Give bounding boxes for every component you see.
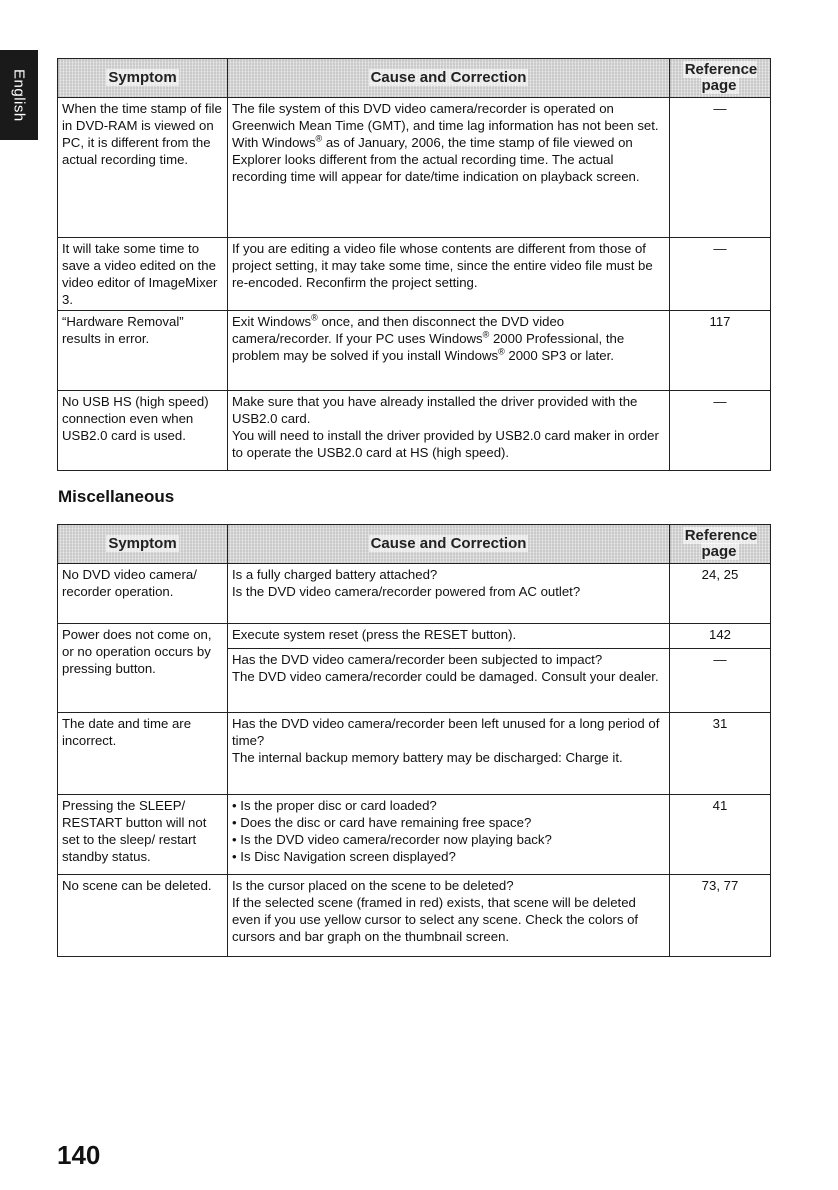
symptom-cell: No DVD video camera/ recorder operation.	[58, 564, 228, 624]
symptom-cell: No scene can be deleted.	[58, 875, 228, 957]
reference-cell: —	[670, 649, 771, 713]
list-item: • Does the disc or card have remaining free space?	[232, 814, 665, 831]
header-cause: Cause and Correction	[228, 59, 670, 98]
language-tab-label: English	[10, 68, 28, 122]
table-row	[58, 624, 771, 649]
reference-cell: 142	[670, 624, 771, 649]
reference-cell: 31	[670, 713, 771, 795]
symptom-cell: When the time stamp of file in DVD-RAM is viewed on PC, it is different from the actual recording time.	[58, 98, 228, 238]
language-tab	[0, 50, 38, 140]
symptom-cell: Pressing the SLEEP/ RESTART button will not set to the sleep/ restart standby status.	[58, 795, 228, 875]
cause-cell: The file system of this DVD video camera/recorder is operated on Greenwich Mean Time (GMT), and time lag information has not been set. With Windows® as of January, 2006, the time stamp of file viewed on Explorer looks different from the actual recording time. The actual recording time will appear for date/time indication on playback screen.	[228, 98, 670, 238]
symptom-cell: It will take some time to save a video edited on the video editor of ImageMixer 3.	[58, 238, 228, 311]
troubleshooting-table-pc	[57, 58, 771, 471]
cause-cell: Execute system reset (press the RESET button).	[228, 624, 670, 649]
page-number: 140	[57, 1140, 101, 1170]
list-item: • Is the DVD video camera/recorder now playing back?	[232, 831, 665, 848]
table-row	[58, 98, 771, 238]
cause-cell: Is a fully charged battery attached? Is the DVD video camera/recorder powered from AC outlet?	[228, 564, 670, 624]
reference-cell: —	[670, 391, 771, 471]
table-row	[58, 875, 771, 957]
reference-cell: —	[670, 98, 771, 238]
list-item: • Is Disc Navigation screen displayed?	[232, 848, 665, 865]
cause-cell: Is the cursor placed on the scene to be deleted? If the selected scene (framed in red) exists, that scene will be deleted even if you use yellow cursor to select any scene. Check the colors of cursors and bar graph on the thumbnail screen.	[228, 875, 670, 957]
reference-cell: 41	[670, 795, 771, 875]
table-row	[58, 391, 771, 471]
cause-cell: If you are editing a video file whose contents are different from those of project setting, it may take some time, since the entire video file must be re-encoded. Reconfirm the project setting.	[228, 238, 670, 311]
reference-cell: 117	[670, 311, 771, 391]
header-reference: Reference page	[670, 59, 771, 98]
symptom-cell: Power does not come on, or no operation occurs by pressing button.	[58, 624, 228, 713]
troubleshooting-table-misc	[57, 524, 771, 957]
table-row	[58, 311, 771, 391]
reference-cell: —	[670, 238, 771, 311]
cause-cell: Has the DVD video camera/recorder been subjected to impact? The DVD video camera/recorder could be damaged. Consult your dealer.	[228, 649, 670, 713]
symptom-cell: The date and time are incorrect.	[58, 713, 228, 795]
symptom-cell: “Hardware Removal” results in error.	[58, 311, 228, 391]
table-row	[58, 713, 771, 795]
section-title: Miscellaneous	[58, 487, 175, 506]
checklist	[232, 797, 665, 865]
symptom-cell: No USB HS (high speed) connection even when USB2.0 card is used.	[58, 391, 228, 471]
table-header-row	[58, 59, 771, 98]
table-row	[58, 795, 771, 875]
list-item: • Is the proper disc or card loaded?	[232, 797, 665, 814]
cause-cell: Make sure that you have already installed the driver provided with the USB2.0 card. You will need to install the driver provided by USB2.0 card maker in order to operate the USB2.0 card at HS (high speed).	[228, 391, 670, 471]
cause-cell: Has the DVD video camera/recorder been left unused for a long period of time? The internal backup memory battery may be discharged: Charge it.	[228, 713, 670, 795]
header-symptom: Symptom	[58, 59, 228, 98]
cause-cell: Exit Windows® once, and then disconnect the DVD video camera/recorder. If your PC uses Windows® 2000 Professional, the problem may be solved if you install Windows® 2000 SP3 or later.	[228, 311, 670, 391]
table-row	[58, 238, 771, 311]
header-reference: Reference page	[670, 525, 771, 564]
reference-cell: 24, 25	[670, 564, 771, 624]
table-header-row	[58, 525, 771, 564]
header-symptom: Symptom	[58, 525, 228, 564]
header-cause: Cause and Correction	[228, 525, 670, 564]
cause-cell	[228, 795, 670, 875]
table-row	[58, 564, 771, 624]
reference-cell: 73, 77	[670, 875, 771, 957]
